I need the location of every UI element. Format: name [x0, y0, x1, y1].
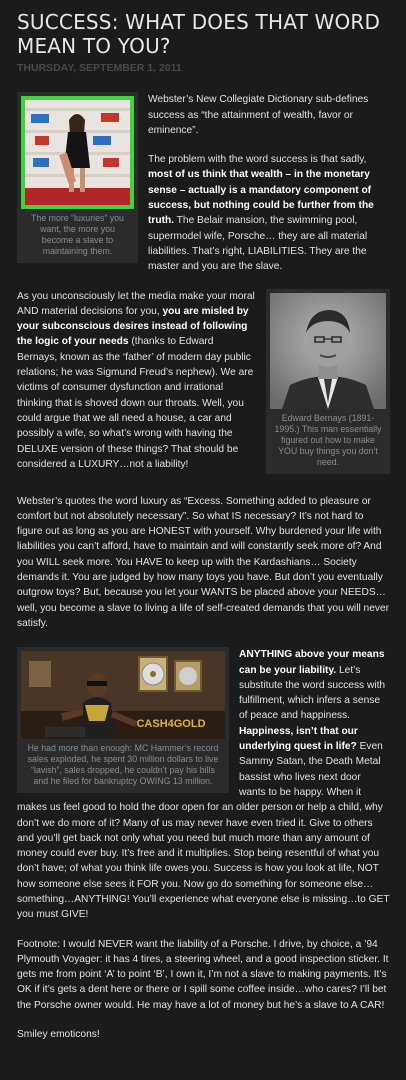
section-luxury	[17, 494, 390, 632]
figure-caption: He had more than enough: MC Hammer’s record sales exploded, he spent 30 million dollars to live “lavish”, sales dropped, he couldn’t pay his bills and he filed for bankruptcy OWING 13 million.	[27, 743, 219, 787]
bold-text: you are misled by your subconscious desires instead of following the logic of your needs	[17, 305, 249, 348]
figure-bernays	[266, 289, 390, 474]
figure-luxuries	[17, 92, 138, 263]
text: (thanks to Edward Bernays, known as the ‘father’ of modern day public relations; he was Sigmund Freud’s nephew). We are victims of consumer dysfunction and irrational thinking that is shoved down our throats. Well, you could argue that we all need a house, a car and possibly a wife, so what’s wrong with having the DELUXE version of these things? That should be considered a LUXURY…not a liability!	[17, 336, 254, 470]
figure-caption: Edward Bernays (1891-1995.) This man essentially figured out how to make YOU buy things you don’t need.	[274, 412, 382, 467]
figure-mc-hammer	[17, 647, 229, 793]
figure-caption: The more “luxuries” you want, the more you become a slave to maintaining them.	[31, 213, 124, 257]
signoff: Smiley emoticons!	[17, 1029, 100, 1041]
text: Even Sammy Satan, the Death Metal bassist who lives next door wants to be happy. When it makes us feel good to hold the door open for an older person or help a child, why don’t we do more of it? Many of us may never have even tried it. Give to others and you’ll get back not only what you need but much more than any amount of money could ever buy. It’s free and it multiplies. Stop being resentful of what you don’t have; of what you think life owes you. Success is how you look at life, NOT how someone else sees it FOR you. Now go do something for someone else…something…ANYTHING! You’ll experience what everyone else is missing…to GET you must GIVE!	[17, 741, 390, 921]
section-success-definition	[17, 92, 390, 274]
bold-text: Happiness, isn’t that our underlying quest in life?	[239, 725, 358, 753]
paragraph: Webster’s quotes the word luxury as “Excess. Something added to pleasure or comfort but not absolutely necessary”. So what IS necessary? It’s not hard to figure out as long as you are HONEST with yourself. Why burdened your life with liabilities you can’t afford, have to maintain and will constantly seek more of? And you WILL seek more. You HAVE to keep up with the Kardashians… Society demands it. You are judged by how many toys you have. But don’t you eventually outgrow toys? But, because you let your WANTS be placed above your NEEDS…well, you become a slave to living a life of self-created demands that you will never satisfy.	[17, 495, 390, 629]
paragraph: Webster’s New Collegiate Dictionary sub-defines success as “the attainment of wealth, favor or eminence”.	[148, 94, 369, 136]
bold-text: most of us think that wealth – in the monetary sense – actually is a mandatory component of success, but nothing could be further from the truth.	[148, 169, 374, 227]
section-anything	[17, 647, 390, 922]
section-bernays	[17, 289, 390, 473]
mc-hammer-cash4gold-still[interactable]	[21, 651, 225, 739]
post-date: THURSDAY, SEPTEMBER 1, 2011	[17, 62, 182, 74]
post-title[interactable]: SUCCESS: WHAT DOES THAT WORD MEAN TO YOU?	[17, 10, 381, 58]
text: The problem with the word success is that sadly,	[148, 154, 367, 166]
woman-red-carpet-photo[interactable]	[21, 96, 134, 209]
footnote: Footnote: I would NEVER want the liability of a Porsche. I drive, by choice, a ’94 Plymouth Voyager: it has 4 tires, a steering wheel, and a good inspection sticker. It gets me from point ‘A’ to point ‘B’, I own it, I’m not a slave to making payments. It’s OK if it’s gets a dent here or there or I spill some coffee inside…who cares? I’ll bet the Porsche owner would. He may have a lot of money but he’s a slave to A CAR!	[17, 938, 389, 1011]
text: The Belair mansion, the swimming pool, supermodel wife, Porsche… they are all material liabilities. That’s right, LIABILITIES. They are the master and you are the slave.	[148, 215, 368, 273]
bold-text: ANYTHING above your means can be your liability.	[239, 649, 385, 676]
text: Let’s substitute the word success with fulfillment, which infers a sense of peace and happiness.	[239, 664, 386, 722]
cash4gold-logo-text: CASH4GOLD	[136, 718, 206, 731]
text: As you unconsciously let the media make your moral AND material decisions for you,	[17, 290, 255, 317]
edward-bernays-portrait[interactable]	[270, 293, 386, 409]
section-footnote	[17, 937, 390, 1043]
